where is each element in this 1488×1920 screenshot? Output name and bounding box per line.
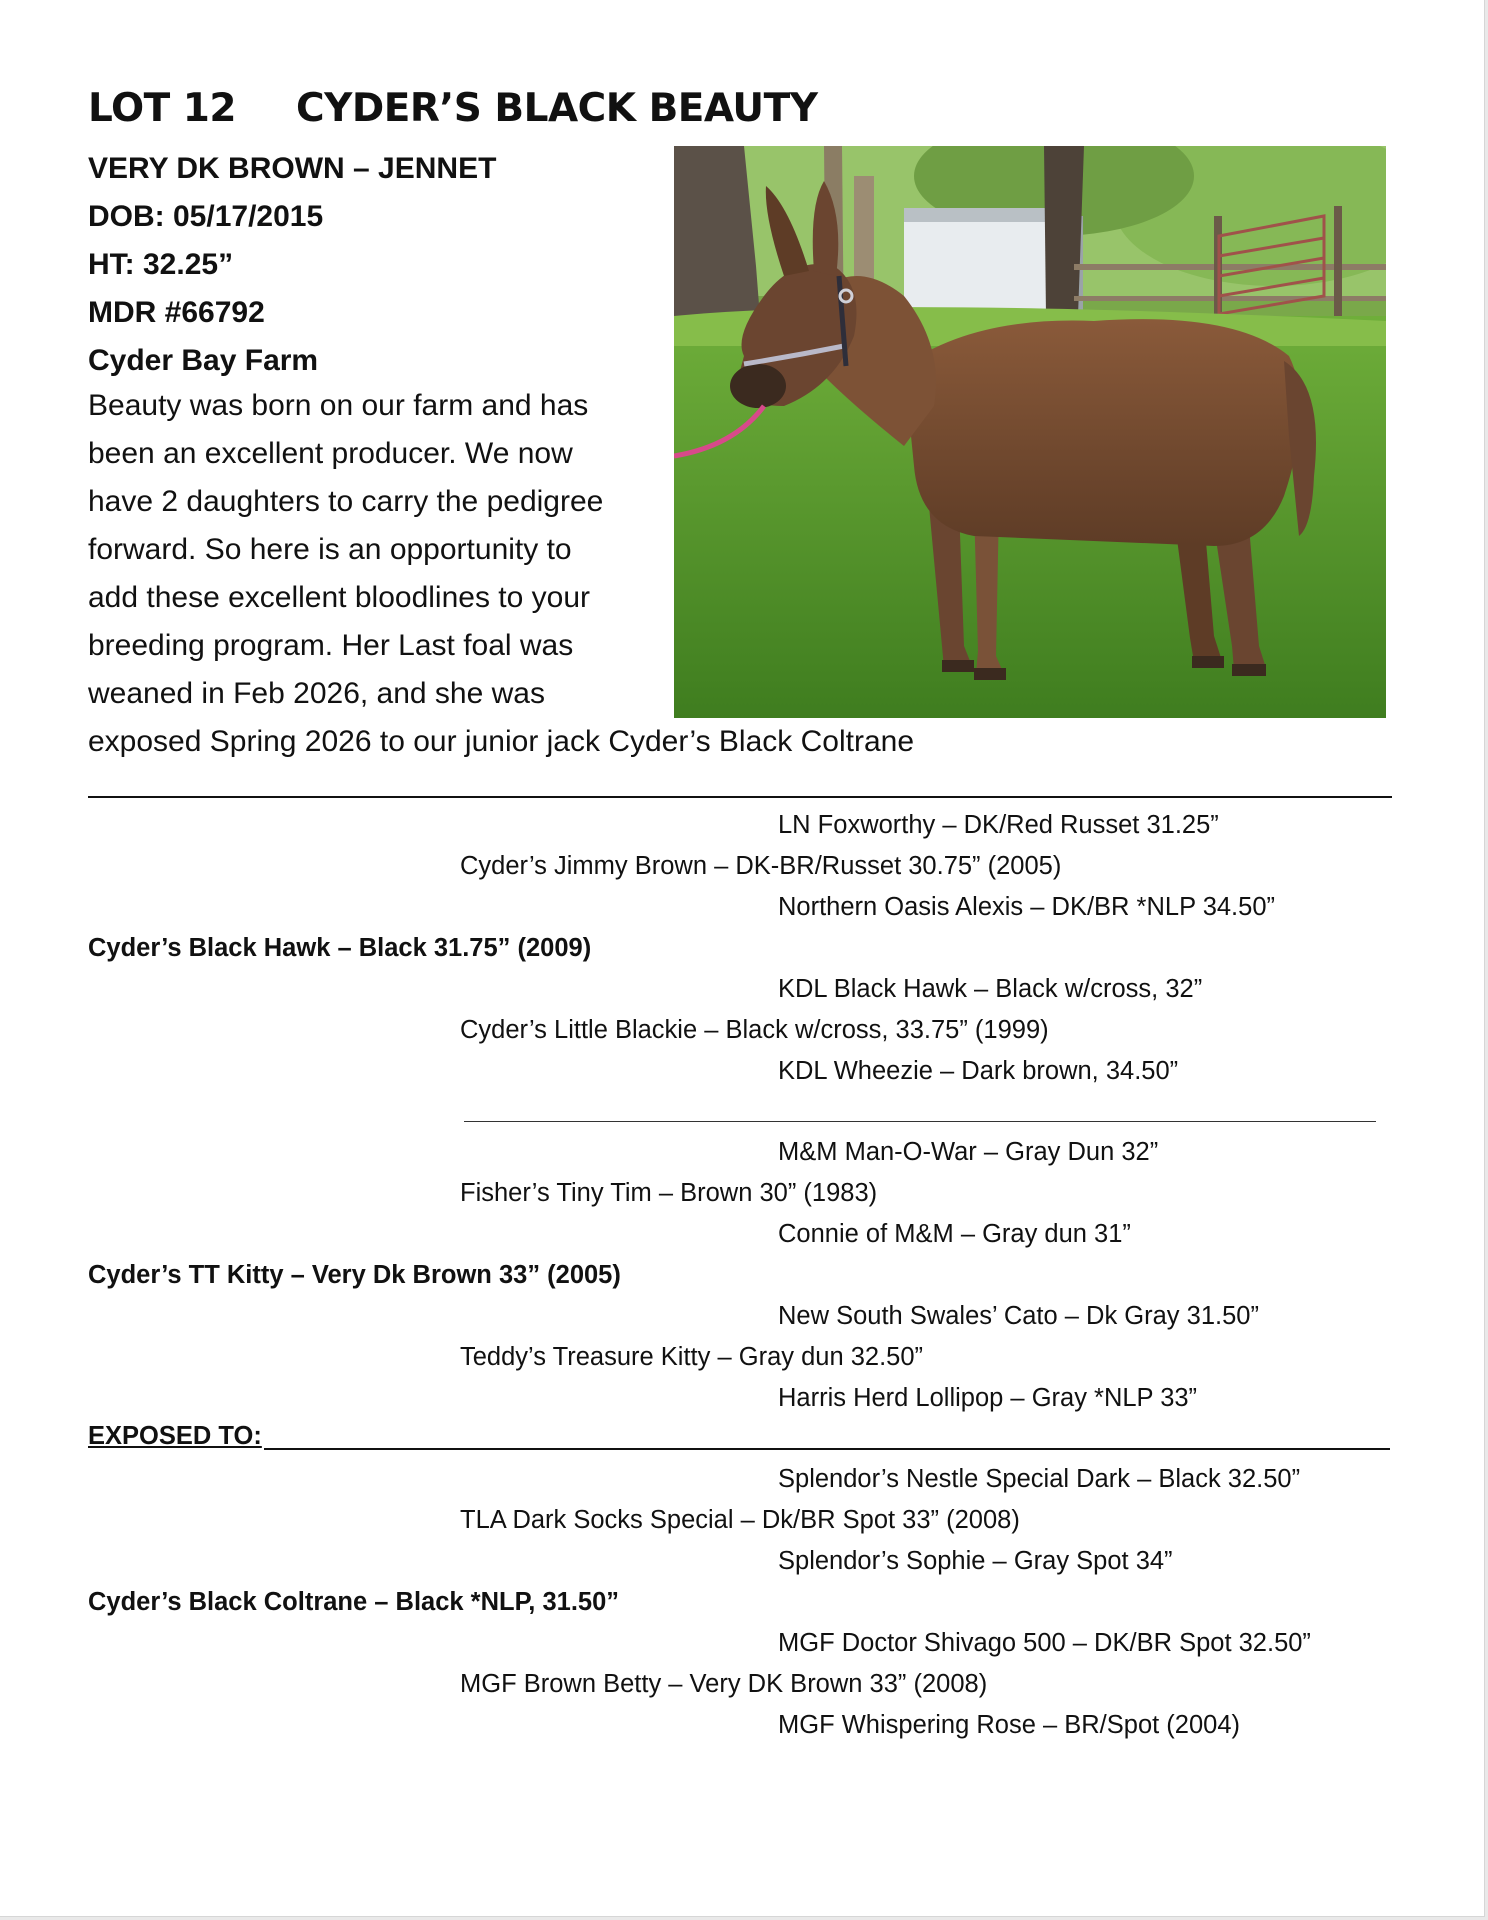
farm-name: Cyder Bay Farm [88, 344, 319, 377]
dam-sire: Fisher’s Tiny Tim – Brown 30” (1983) [460, 1179, 878, 1207]
description-line: add these excellent bloodlines to your [88, 581, 591, 614]
sire: Cyder’s Black Hawk – Black 31.75” (2009) [88, 934, 592, 962]
exposed-sire-dam: Splendor’s Sophie – Gray Spot 34” [778, 1547, 1173, 1575]
exposed-jack: Cyder’s Black Coltrane – Black *NLP, 31.50” [88, 1588, 620, 1616]
sire-sire-dam: Northern Oasis Alexis – DK/BR *NLP 34.50” [778, 893, 1276, 921]
description-line: been an excellent producer. We now [88, 437, 573, 470]
dam-sire-dam: Connie of M&M – Gray dun 31” [778, 1220, 1131, 1248]
height: HT: 32.25” [88, 248, 234, 281]
registry-number: MDR #66792 [88, 296, 265, 329]
exposed-sire: TLA Dark Socks Special – Dk/BR Spot 33” (2008) [460, 1506, 1020, 1534]
exposed-dam-sire: MGF Doctor Shivago 500 – DK/BR Spot 32.50” [778, 1629, 1311, 1657]
description-line: breeding program. Her Last foal was [88, 629, 574, 662]
donkey-photo [674, 146, 1386, 718]
description-line: Beauty was born on our farm and has [88, 389, 589, 422]
divider [464, 1121, 1376, 1122]
sire-dam-sire: KDL Black Hawk – Black w/cross, 32” [778, 975, 1203, 1003]
sire-sire-sire: LN Foxworthy – DK/Red Russet 31.25” [778, 811, 1219, 839]
exposed-dam-dam: MGF Whispering Rose – BR/Spot (2004) [778, 1711, 1241, 1739]
sire-dam-dam: KDL Wheezie – Dark brown, 34.50” [778, 1057, 1179, 1085]
exposed-dam: MGF Brown Betty – Very DK Brown 33” (2008) [460, 1670, 988, 1698]
exposed-label: EXPOSED TO: [88, 1422, 262, 1450]
description-line: weaned in Feb 2026, and she was [88, 677, 545, 710]
divider [264, 1448, 1390, 1450]
exposed-sire-sire: Splendor’s Nestle Special Dark – Black 32.50” [778, 1465, 1301, 1493]
dam-dam-dam: Harris Herd Lollipop – Gray *NLP 33” [778, 1384, 1198, 1412]
animal-name: CYDER’S BLACK BEAUTY [296, 86, 818, 131]
sire-dam: Cyder’s Little Blackie – Black w/cross, 33.75” (1999) [460, 1016, 1049, 1044]
color-sex: VERY DK BROWN – JENNET [88, 152, 497, 185]
description-line: forward. So here is an opportunity to [88, 533, 572, 566]
sire-sire: Cyder’s Jimmy Brown – DK-BR/Russet 30.75” (2005) [460, 852, 1062, 880]
divider [88, 796, 1392, 798]
lot-title [88, 86, 817, 131]
dam-dam: Teddy’s Treasure Kitty – Gray dun 32.50” [460, 1343, 924, 1371]
lot-number: LOT 12 [88, 86, 237, 131]
description-line: exposed Spring 2026 to our junior jack Cyder’s Black Coltrane [88, 725, 915, 758]
animal-info [88, 145, 496, 385]
date-of-birth: DOB: 05/17/2015 [88, 200, 324, 233]
dam-sire-sire: M&M Man-O-War – Gray Dun 32” [778, 1138, 1159, 1166]
dam: Cyder’s TT Kitty – Very Dk Brown 33” (2005) [88, 1261, 621, 1289]
description-line: have 2 daughters to carry the pedigree [88, 485, 604, 518]
dam-dam-sire: New South Swales’ Cato – Dk Gray 31.50” [778, 1302, 1259, 1330]
